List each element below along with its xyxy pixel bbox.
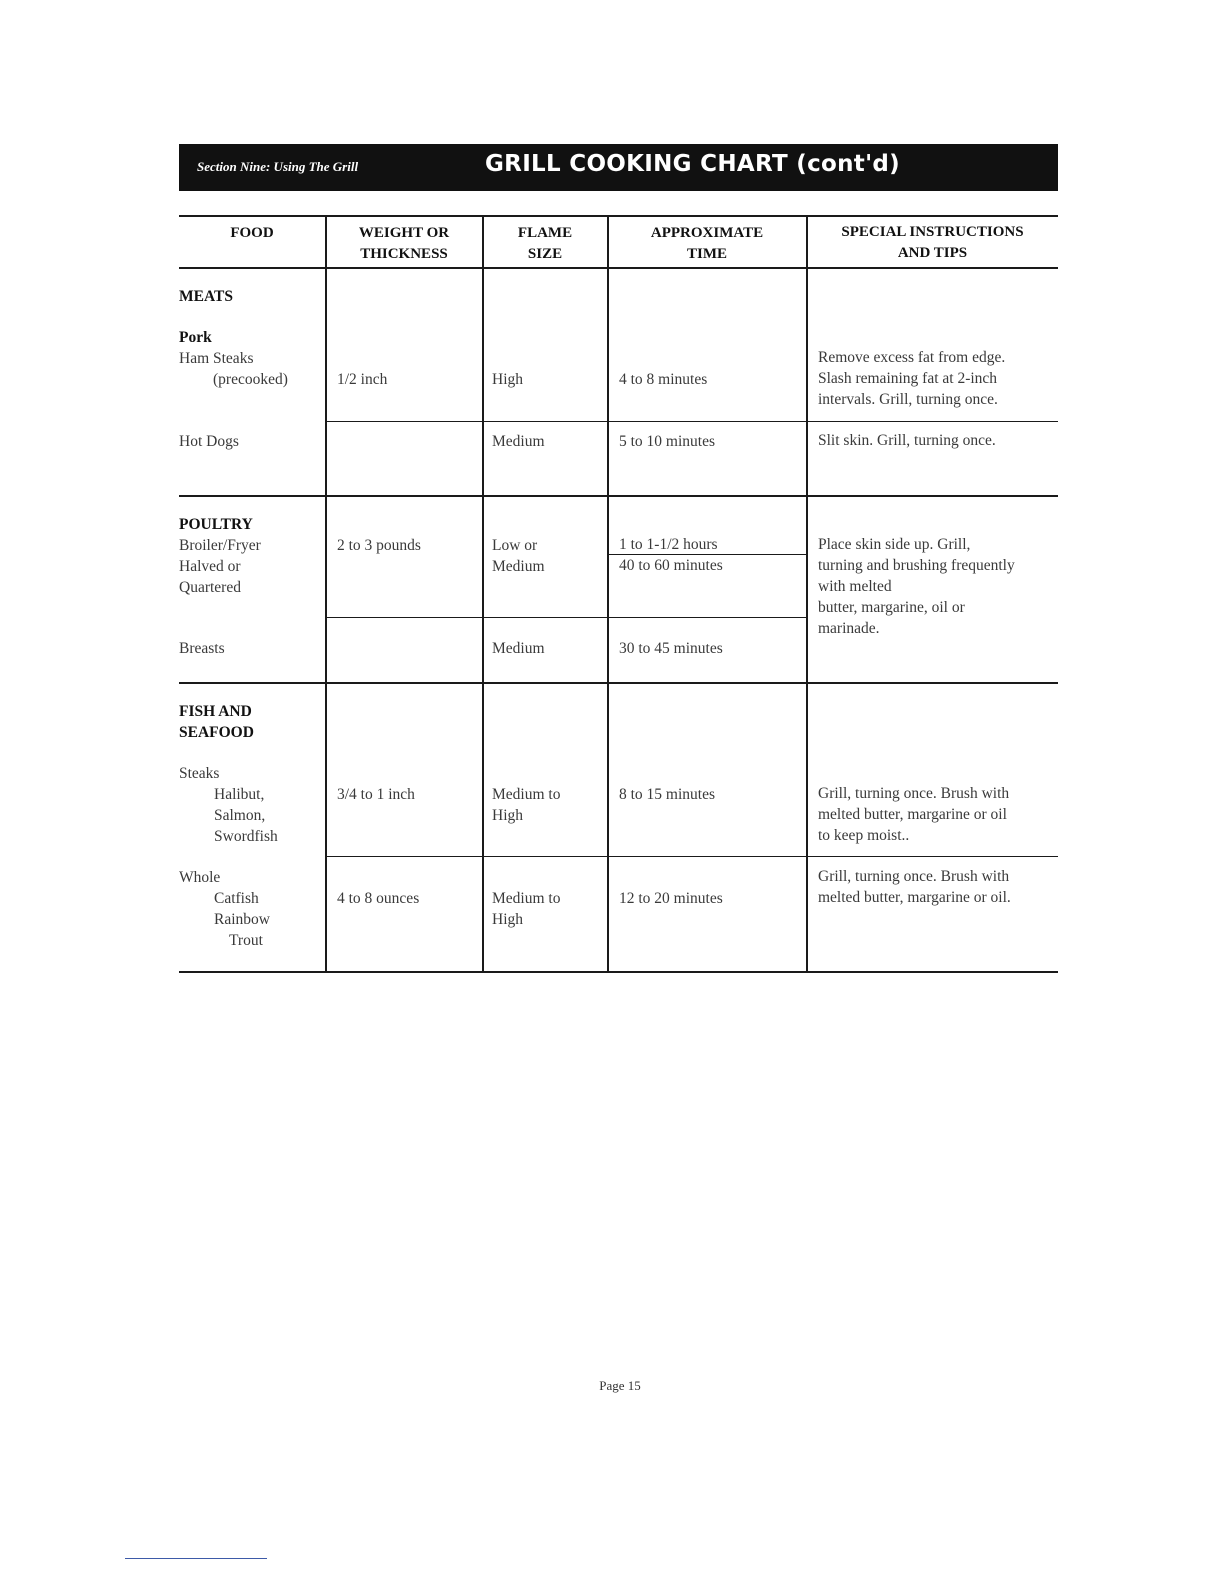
tips-steaks: Grill, turning once. Brush with melted butter, margarine or oil to keep moist.. — [818, 785, 1010, 844]
food-steaks: Steaks — [179, 765, 220, 782]
rule-steaks-whole — [325, 856, 1058, 857]
col-divider-1 — [325, 215, 327, 972]
flame-broiler: Low or Medium — [492, 537, 545, 575]
rule-meats-bottom — [179, 495, 1058, 497]
time-broiler-1: 1 to 1-1/2 hours — [619, 536, 718, 553]
tips-ham: Remove excess fat from edge. Slash remaining fat at 2-inch intervals. Grill, turning once. — [818, 349, 1006, 408]
time-ham: 4 to 8 minutes — [619, 371, 708, 388]
col-divider-2 — [482, 215, 484, 972]
page-number: Page 15 — [599, 1378, 641, 1393]
header-flame: FLAME SIZE — [517, 225, 573, 262]
time-steaks: 8 to 15 minutes — [619, 786, 716, 803]
section-label: Section Nine: Using The Grill — [197, 159, 359, 174]
food-broiler-fryer: Broiler/Fryer Halved or Quartered — [179, 537, 261, 596]
time-broiler-2: 40 to 60 minutes — [619, 557, 723, 574]
flame-steaks: Medium to High — [492, 786, 561, 824]
time-hot-dogs: 5 to 10 minutes — [619, 433, 716, 450]
rule-broiler-breasts — [325, 617, 807, 618]
food-hot-dogs: Hot Dogs — [179, 433, 239, 450]
rule-ham-hotdog — [325, 421, 1058, 422]
time-whole: 12 to 20 minutes — [619, 890, 723, 907]
weight-broiler: 2 to 3 pounds — [337, 537, 421, 554]
category-poultry: POULTRY — [179, 516, 253, 533]
flame-hot-dogs: Medium — [492, 433, 545, 450]
rule-bottom — [179, 971, 1058, 973]
food-ham-precooked: (precooked) — [213, 371, 288, 388]
food-whole-items: Catfish Rainbow Trout — [214, 890, 270, 949]
header-time: APPROXIMATE TIME — [650, 225, 764, 262]
flame-whole: Medium to High — [492, 890, 561, 928]
tips-poultry: Place skin side up. Grill, turning and brushing frequently with melted butter, margarine, oil or marinade. — [818, 536, 1015, 637]
weight-whole: 4 to 8 ounces — [337, 890, 420, 907]
flame-ham: High — [492, 371, 523, 388]
section-banner — [179, 144, 1058, 191]
weight-ham: 1/2 inch — [337, 371, 388, 388]
chart-title: GRILL COOKING CHART (cont'd) — [485, 151, 900, 177]
header-food: FOOD — [230, 225, 274, 241]
flame-breasts: Medium — [492, 640, 545, 657]
tips-whole: Grill, turning once. Brush with melted butter, margarine or oil. — [818, 868, 1011, 906]
col-divider-3 — [607, 215, 609, 972]
rule-poultry-bottom — [179, 682, 1058, 684]
weight-steaks: 3/4 to 1 inch — [337, 786, 415, 803]
header-tips: SPECIAL INSTRUCTIONS AND TIPS — [841, 224, 1024, 261]
rule-header-bottom — [179, 267, 1058, 269]
header-weight: WEIGHT OR THICKNESS — [358, 225, 450, 262]
col-divider-4 — [806, 215, 808, 972]
food-breasts: Breasts — [179, 640, 225, 657]
tips-hot-dogs: Slit skin. Grill, turning once. — [818, 432, 996, 449]
rule-top — [179, 215, 1058, 217]
food-ham-steaks: Ham Steaks — [179, 350, 254, 367]
food-steaks-items: Halibut, Salmon, Swordfish — [214, 786, 278, 845]
category-fish-seafood: FISH AND SEAFOOD — [179, 703, 254, 741]
time-breasts: 30 to 45 minutes — [619, 640, 723, 657]
footnote-divider — [125, 1558, 267, 1559]
subcategory-pork: Pork — [179, 329, 212, 346]
category-meats: MEATS — [179, 288, 233, 305]
food-whole: Whole — [179, 869, 221, 886]
